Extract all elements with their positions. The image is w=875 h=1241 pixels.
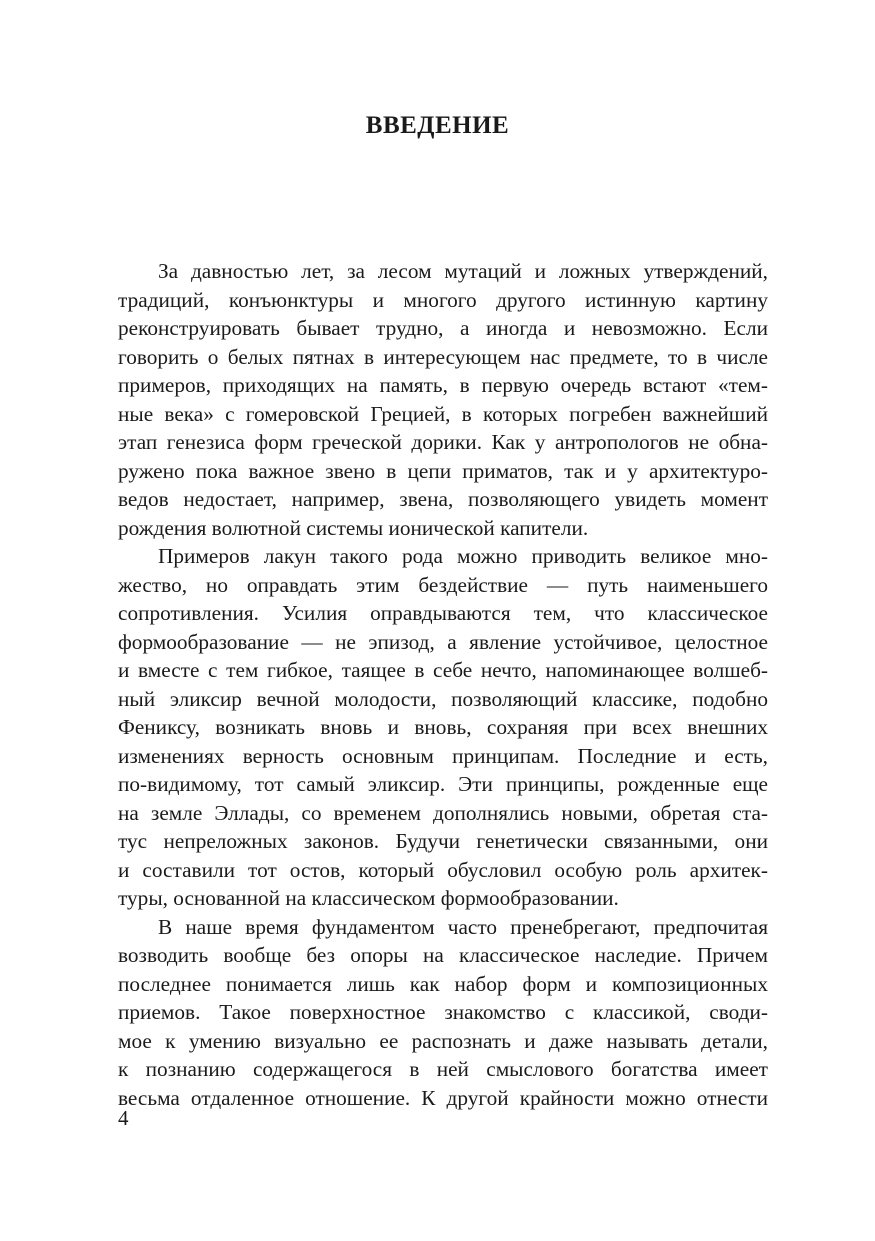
paragraph bbox=[118, 257, 768, 542]
text-line: формообразование — не эпизод, а явление устойчивое, целостное bbox=[118, 629, 768, 654]
text-line: ружено пока важное звено в цепи приматов, так и у архитектуро- bbox=[118, 458, 768, 483]
text-line: к познанию содержащегося в ней смыслового богатства имеет bbox=[118, 1057, 768, 1081]
text-line: ные века» с гомеровской Грецией, в которых погребен важнейший bbox=[118, 401, 768, 426]
text-line: этап генезиса форм греческой дорики. Как у антропологов не обна- bbox=[118, 430, 768, 454]
text-line: тус непреложных законов. Будучи генетически связанными, они bbox=[118, 829, 768, 853]
page-number: 4 bbox=[118, 1106, 129, 1130]
chapter-title: ВВЕДЕНИЕ bbox=[365, 112, 510, 139]
text-line: За давностью лет, за лесом мутаций и ложных утверждений, bbox=[158, 259, 768, 283]
text-line: ный эликсир вечной молодости, позволяющий классике, подобно bbox=[118, 686, 768, 711]
text-line: приемов. Такое поверхностное знакомство с классикой, своди- bbox=[118, 1000, 768, 1024]
text-line: жество, но оправдать этим бездействие — путь наименьшего bbox=[118, 572, 768, 597]
text-line: говорить о белых пятнах в интересующем нас предмете, то в числе bbox=[118, 344, 768, 369]
text-line: примеров, приходящих на память, в первую очередь встают «тем- bbox=[118, 373, 768, 397]
text-line: на земле Эллады, со временем дополнялись новыми, обретая ста- bbox=[118, 800, 768, 825]
text-line: реконструировать бывает трудно, а иногда и невозможно. Если bbox=[118, 316, 768, 340]
text-line: возводить вообще без опоры на классическое наследие. Причем bbox=[118, 943, 768, 967]
text-line: рождения волютной системы ионической капители. bbox=[118, 515, 589, 540]
text-line: традиций, конъюнктуры и многого другого истинную картину bbox=[118, 287, 768, 312]
text-line: последнее понимается лишь как набор форм и композиционных bbox=[118, 971, 768, 996]
text-line: весьма отдаленное отношение. К другой крайности можно отнести bbox=[118, 1085, 768, 1110]
text-line: В наше время фундаментом часто пренебрегают, предпочитая bbox=[158, 914, 768, 939]
body-text bbox=[118, 257, 768, 1112]
text-line: и составили тот остов, который обусловил особую роль архитек- bbox=[118, 857, 768, 882]
paragraph bbox=[118, 913, 768, 1113]
text-line: Примеров лакун такого рода можно приводить великое мно- bbox=[158, 544, 768, 568]
text-line: и вместе с тем гибкое, таящее в себе нечто, напоминающее волшеб- bbox=[118, 658, 768, 682]
text-line: изменениях верность основным принципам. Последние и есть, bbox=[118, 743, 768, 768]
text-line: туры, основанной на классическом формообразовании. bbox=[118, 886, 619, 910]
text-line: по-видимому, тот самый эликсир. Эти принципы, рожденные еще bbox=[118, 772, 768, 796]
text-line: мое к умению визуально ее распознать и даже называть детали, bbox=[118, 1028, 768, 1053]
paragraph bbox=[118, 542, 768, 913]
text-line: Фениксу, возникать вновь и вновь, сохраняя при всех внешних bbox=[118, 715, 768, 739]
text-line: ведов недостает, например, звена, позволяющего увидеть момент bbox=[118, 487, 768, 511]
text-line: сопротивления. Усилия оправдываются тем, что классическое bbox=[118, 601, 768, 625]
